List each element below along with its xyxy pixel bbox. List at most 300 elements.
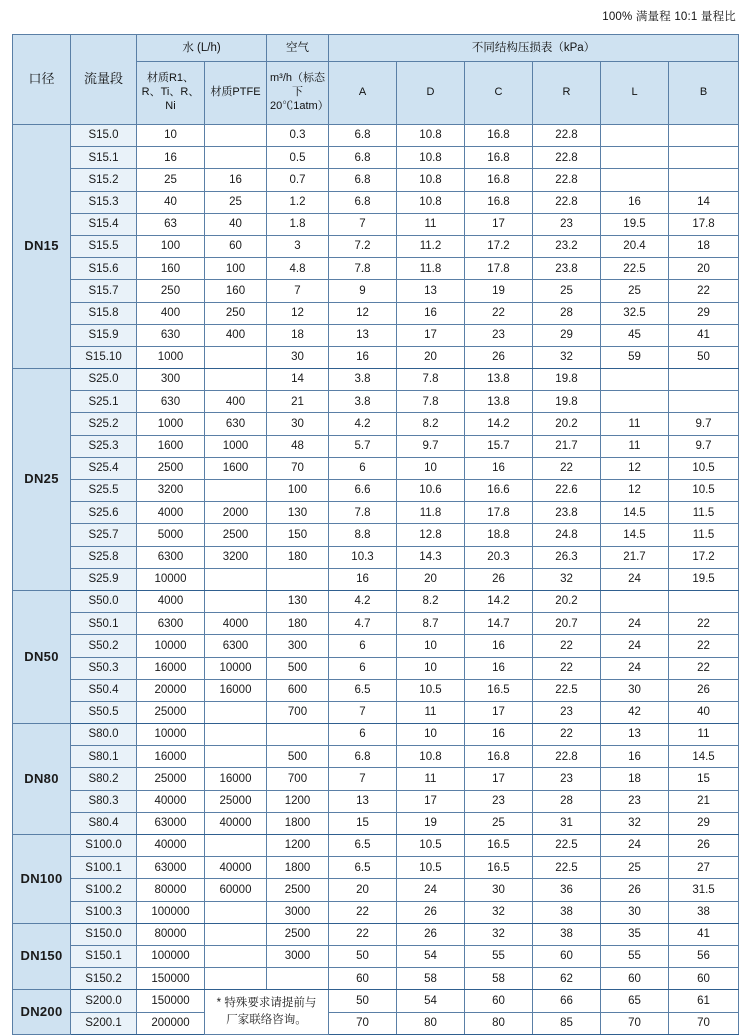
cell-pressure-r: 28 <box>533 302 601 324</box>
cell-water-ptfe: 2000 <box>205 502 267 524</box>
cell-pressure-b: 27 <box>669 857 739 879</box>
cell-flow-segment: S15.1 <box>71 147 137 169</box>
cell-diameter-dn15: DN15 <box>13 125 71 369</box>
cell-pressure-b: 22 <box>669 613 739 635</box>
table-row <box>13 857 739 879</box>
cell-water-ptfe: 60 <box>205 235 267 257</box>
cell-pressure-b <box>669 590 739 612</box>
cell-pressure-r: 32 <box>533 346 601 368</box>
cell-pressure-d: 54 <box>397 990 465 1012</box>
cell-pressure-r: 38 <box>533 901 601 923</box>
cell-water-ptfe <box>205 701 267 723</box>
cell-pressure-r: 22.8 <box>533 169 601 191</box>
cell-pressure-a: 6.8 <box>329 746 397 768</box>
cell-water-r1: 40000 <box>137 835 205 857</box>
cell-pressure-a: 6.6 <box>329 480 397 502</box>
cell-pressure-c: 14.2 <box>465 413 533 435</box>
cell-pressure-l: 24 <box>601 568 669 590</box>
cell-pressure-c: 16.5 <box>465 679 533 701</box>
header-col-b: B <box>669 62 739 125</box>
cell-pressure-l: 30 <box>601 679 669 701</box>
cell-pressure-r: 85 <box>533 1012 601 1034</box>
cell-water-ptfe: 25 <box>205 191 267 213</box>
cell-pressure-c: 17 <box>465 701 533 723</box>
cell-pressure-r: 29 <box>533 324 601 346</box>
header-col-r: R <box>533 62 601 125</box>
cell-pressure-r: 66 <box>533 990 601 1012</box>
cell-water-r1: 63000 <box>137 812 205 834</box>
cell-water-ptfe <box>205 346 267 368</box>
cell-water-r1: 5000 <box>137 524 205 546</box>
cell-pressure-a: 4.2 <box>329 413 397 435</box>
cell-water-ptfe <box>205 590 267 612</box>
cell-pressure-d: 11.8 <box>397 502 465 524</box>
cell-water-ptfe: 250 <box>205 302 267 324</box>
cell-pressure-b: 38 <box>669 901 739 923</box>
table-row <box>13 701 739 723</box>
cell-flow-segment: S80.1 <box>71 746 137 768</box>
cell-pressure-a: 4.2 <box>329 590 397 612</box>
table-row <box>13 524 739 546</box>
cell-water-r1: 16000 <box>137 746 205 768</box>
cell-pressure-d: 24 <box>397 879 465 901</box>
cell-air: 18 <box>267 324 329 346</box>
cell-pressure-d: 10 <box>397 457 465 479</box>
cell-water-ptfe: 25000 <box>205 790 267 812</box>
table-row <box>13 413 739 435</box>
cell-pressure-c: 32 <box>465 923 533 945</box>
cell-pressure-d: 11 <box>397 213 465 235</box>
cell-pressure-a: 7 <box>329 213 397 235</box>
cell-pressure-c: 14.2 <box>465 590 533 612</box>
cell-pressure-d: 10.8 <box>397 147 465 169</box>
cell-pressure-c: 16 <box>465 657 533 679</box>
cell-pressure-l: 16 <box>601 191 669 213</box>
table-row <box>13 280 739 302</box>
cell-diameter-dn100: DN100 <box>13 835 71 924</box>
cell-pressure-d: 12.8 <box>397 524 465 546</box>
table-row <box>13 324 739 346</box>
cell-pressure-l: 14.5 <box>601 524 669 546</box>
cell-pressure-c: 17 <box>465 213 533 235</box>
cell-air: 0.3 <box>267 125 329 147</box>
cell-water-ptfe <box>205 147 267 169</box>
cell-pressure-b: 17.2 <box>669 546 739 568</box>
table-row <box>13 546 739 568</box>
cell-pressure-a: 7 <box>329 701 397 723</box>
cell-water-r1: 16000 <box>137 657 205 679</box>
cell-pressure-l <box>601 125 669 147</box>
cell-pressure-a: 6.5 <box>329 679 397 701</box>
cell-air: 2500 <box>267 923 329 945</box>
table-row <box>13 302 739 324</box>
cell-pressure-b: 19.5 <box>669 568 739 590</box>
cell-water-r1: 40000 <box>137 790 205 812</box>
cell-pressure-b: 41 <box>669 324 739 346</box>
cell-pressure-b: 11.5 <box>669 502 739 524</box>
cell-pressure-d: 10.5 <box>397 857 465 879</box>
cell-pressure-d: 11 <box>397 701 465 723</box>
cell-pressure-l <box>601 391 669 413</box>
cell-flow-segment: S15.7 <box>71 280 137 302</box>
cell-water-r1: 10000 <box>137 635 205 657</box>
cell-pressure-a: 6.8 <box>329 147 397 169</box>
cell-pressure-l: 26 <box>601 879 669 901</box>
cell-pressure-d: 10.8 <box>397 746 465 768</box>
table-row <box>13 235 739 257</box>
cell-flow-segment: S15.10 <box>71 346 137 368</box>
cell-air: 180 <box>267 613 329 635</box>
cell-pressure-c: 60 <box>465 990 533 1012</box>
cell-pressure-c: 25 <box>465 812 533 834</box>
cell-pressure-r: 31 <box>533 812 601 834</box>
cell-pressure-r: 25 <box>533 280 601 302</box>
table-row <box>13 590 739 612</box>
cell-pressure-b <box>669 147 739 169</box>
cell-flow-segment: S80.3 <box>71 790 137 812</box>
cell-pressure-c: 32 <box>465 901 533 923</box>
cell-pressure-l: 24 <box>601 635 669 657</box>
cell-diameter-dn150: DN150 <box>13 923 71 990</box>
cell-pressure-r: 20.7 <box>533 613 601 635</box>
cell-water-ptfe: 6300 <box>205 635 267 657</box>
cell-pressure-b: 50 <box>669 346 739 368</box>
table-row <box>13 790 739 812</box>
cell-pressure-b: 14 <box>669 191 739 213</box>
cell-pressure-c: 16.6 <box>465 480 533 502</box>
cell-pressure-c: 20.3 <box>465 546 533 568</box>
cell-air: 1.8 <box>267 213 329 235</box>
cell-pressure-r: 23 <box>533 701 601 723</box>
cell-pressure-c: 16.5 <box>465 835 533 857</box>
cell-pressure-d: 10.6 <box>397 480 465 502</box>
cell-pressure-r: 22 <box>533 457 601 479</box>
cell-pressure-r: 22.5 <box>533 679 601 701</box>
cell-pressure-b: 22 <box>669 635 739 657</box>
cell-pressure-l: 12 <box>601 480 669 502</box>
cell-pressure-a: 3.8 <box>329 391 397 413</box>
cell-air: 0.5 <box>267 147 329 169</box>
cell-pressure-a: 5.7 <box>329 435 397 457</box>
cell-pressure-a: 7 <box>329 768 397 790</box>
cell-air <box>267 968 329 990</box>
cell-pressure-b: 11 <box>669 724 739 746</box>
cell-pressure-c: 13.8 <box>465 369 533 391</box>
cell-pressure-b: 29 <box>669 812 739 834</box>
cell-pressure-d: 11.8 <box>397 258 465 280</box>
cell-pressure-d: 7.8 <box>397 369 465 391</box>
cell-water-ptfe: 400 <box>205 324 267 346</box>
cell-pressure-d: 26 <box>397 923 465 945</box>
table-row <box>13 635 739 657</box>
cell-pressure-b: 22 <box>669 657 739 679</box>
cell-water-ptfe <box>205 480 267 502</box>
cell-flow-segment: S15.4 <box>71 213 137 235</box>
cell-water-ptfe <box>205 568 267 590</box>
cell-flow-segment: S15.8 <box>71 302 137 324</box>
cell-pressure-r: 24.8 <box>533 524 601 546</box>
cell-water-ptfe <box>205 125 267 147</box>
header-flow-segment: 流量段 <box>71 35 137 125</box>
flow-specification-table <box>12 34 739 1035</box>
cell-pressure-d: 80 <box>397 1012 465 1034</box>
cell-water-r1: 40 <box>137 191 205 213</box>
cell-water-ptfe: 1600 <box>205 457 267 479</box>
cell-water-r1: 6300 <box>137 613 205 635</box>
cell-water-r1: 3200 <box>137 480 205 502</box>
cell-pressure-c: 15.7 <box>465 435 533 457</box>
cell-pressure-d: 7.8 <box>397 391 465 413</box>
cell-flow-segment: S50.1 <box>71 613 137 635</box>
cell-water-r1: 630 <box>137 324 205 346</box>
cell-water-ptfe: 16 <box>205 169 267 191</box>
cell-water-r1: 20000 <box>137 679 205 701</box>
cell-pressure-a: 60 <box>329 968 397 990</box>
cell-air: 12 <box>267 302 329 324</box>
cell-pressure-l: 20.4 <box>601 235 669 257</box>
cell-pressure-a: 16 <box>329 346 397 368</box>
cell-pressure-c: 58 <box>465 968 533 990</box>
table-row <box>13 923 739 945</box>
cell-pressure-r: 20.2 <box>533 590 601 612</box>
cell-air: 1800 <box>267 812 329 834</box>
cell-air: 600 <box>267 679 329 701</box>
cell-pressure-a: 10.3 <box>329 546 397 568</box>
cell-pressure-a: 8.8 <box>329 524 397 546</box>
cell-pressure-c: 16.8 <box>465 746 533 768</box>
cell-water-ptfe: 40000 <box>205 812 267 834</box>
cell-pressure-b: 40 <box>669 701 739 723</box>
cell-water-ptfe: 2500 <box>205 524 267 546</box>
cell-pressure-l: 21.7 <box>601 546 669 568</box>
cell-pressure-d: 10 <box>397 724 465 746</box>
cell-air: 3 <box>267 235 329 257</box>
cell-pressure-c: 13.8 <box>465 391 533 413</box>
cell-water-r1: 100 <box>137 235 205 257</box>
cell-pressure-c: 16.8 <box>465 191 533 213</box>
cell-water-r1: 10 <box>137 125 205 147</box>
cell-flow-segment: S100.0 <box>71 835 137 857</box>
cell-pressure-d: 10 <box>397 657 465 679</box>
cell-water-ptfe <box>205 923 267 945</box>
cell-air: 500 <box>267 657 329 679</box>
cell-pressure-a: 7.2 <box>329 235 397 257</box>
cell-pressure-d: 26 <box>397 901 465 923</box>
cell-air: 100 <box>267 480 329 502</box>
cell-pressure-d: 17 <box>397 324 465 346</box>
cell-flow-segment: S200.0 <box>71 990 137 1012</box>
cell-diameter-dn200: DN200 <box>13 990 71 1034</box>
cell-pressure-l: 18 <box>601 768 669 790</box>
cell-pressure-l: 30 <box>601 901 669 923</box>
cell-flow-segment: S80.4 <box>71 812 137 834</box>
cell-pressure-b: 29 <box>669 302 739 324</box>
cell-pressure-d: 58 <box>397 968 465 990</box>
header-material-r1: 材质R1、R、Ti、R、Ni <box>137 62 205 125</box>
cell-air: 0.7 <box>267 169 329 191</box>
cell-pressure-r: 26.3 <box>533 546 601 568</box>
cell-pressure-l: 25 <box>601 857 669 879</box>
cell-pressure-b: 14.5 <box>669 746 739 768</box>
cell-pressure-d: 10.5 <box>397 679 465 701</box>
cell-pressure-r: 22.6 <box>533 480 601 502</box>
cell-pressure-d: 19 <box>397 812 465 834</box>
cell-pressure-r: 22 <box>533 635 601 657</box>
footnote-text: * 特殊要求请提前与厂家联络咨询。 <box>216 996 317 1026</box>
cell-water-ptfe: 1000 <box>205 435 267 457</box>
cell-water-ptfe <box>205 968 267 990</box>
cell-water-r1: 16 <box>137 147 205 169</box>
cell-pressure-d: 11.2 <box>397 235 465 257</box>
table-row <box>13 369 739 391</box>
table-row <box>13 657 739 679</box>
cell-water-ptfe: 16000 <box>205 679 267 701</box>
cell-pressure-l <box>601 147 669 169</box>
header-group-air: 空气 <box>267 35 329 62</box>
cell-pressure-l: 22.5 <box>601 258 669 280</box>
cell-water-r1: 10000 <box>137 724 205 746</box>
cell-air <box>267 568 329 590</box>
header-col-l: L <box>601 62 669 125</box>
cell-pressure-b: 70 <box>669 1012 739 1034</box>
cell-pressure-l <box>601 369 669 391</box>
cell-pressure-l: 45 <box>601 324 669 346</box>
cell-water-r1: 160 <box>137 258 205 280</box>
cell-flow-segment: S80.2 <box>71 768 137 790</box>
cell-pressure-b: 20 <box>669 258 739 280</box>
cell-flow-segment: S25.6 <box>71 502 137 524</box>
cell-pressure-a: 20 <box>329 879 397 901</box>
cell-water-r1: 1000 <box>137 413 205 435</box>
cell-water-ptfe: 10000 <box>205 657 267 679</box>
cell-flow-segment: S15.9 <box>71 324 137 346</box>
cell-pressure-l: 11 <box>601 435 669 457</box>
cell-flow-segment: S25.7 <box>71 524 137 546</box>
cell-pressure-c: 16.8 <box>465 169 533 191</box>
cell-pressure-a: 4.7 <box>329 613 397 635</box>
table-row <box>13 835 739 857</box>
cell-water-ptfe: 160 <box>205 280 267 302</box>
cell-flow-segment: S80.0 <box>71 724 137 746</box>
cell-pressure-a: 15 <box>329 812 397 834</box>
cell-pressure-r: 22 <box>533 657 601 679</box>
cell-pressure-r: 22.8 <box>533 125 601 147</box>
cell-pressure-r: 38 <box>533 923 601 945</box>
cell-air: 21 <box>267 391 329 413</box>
cell-flow-segment: S50.3 <box>71 657 137 679</box>
table-row <box>13 968 739 990</box>
cell-air: 180 <box>267 546 329 568</box>
cell-pressure-d: 11 <box>397 768 465 790</box>
table-row <box>13 945 739 967</box>
cell-air: 1.2 <box>267 191 329 213</box>
cell-pressure-b <box>669 369 739 391</box>
cell-pressure-b: 21 <box>669 790 739 812</box>
cell-air: 1800 <box>267 857 329 879</box>
cell-flow-segment: S50.4 <box>71 679 137 701</box>
cell-flow-segment: S50.0 <box>71 590 137 612</box>
table-row <box>13 613 739 635</box>
cell-pressure-b <box>669 169 739 191</box>
cell-pressure-c: 19 <box>465 280 533 302</box>
cell-pressure-d: 13 <box>397 280 465 302</box>
header-group-pressure-loss: 不同结构压损表（kPa） <box>329 35 739 62</box>
cell-pressure-l: 13 <box>601 724 669 746</box>
cell-pressure-b: 10.5 <box>669 480 739 502</box>
cell-air: 4.8 <box>267 258 329 280</box>
cell-pressure-l <box>601 590 669 612</box>
cell-pressure-c: 18.8 <box>465 524 533 546</box>
cell-pressure-c: 16.8 <box>465 147 533 169</box>
cell-air: 700 <box>267 701 329 723</box>
cell-pressure-r: 22.8 <box>533 746 601 768</box>
cell-flow-segment: S25.8 <box>71 546 137 568</box>
cell-pressure-l: 19.5 <box>601 213 669 235</box>
cell-water-r1: 25000 <box>137 768 205 790</box>
cell-water-ptfe: 40 <box>205 213 267 235</box>
cell-water-ptfe: 60000 <box>205 879 267 901</box>
table-row <box>13 812 739 834</box>
cell-flow-segment: S150.0 <box>71 923 137 945</box>
cell-air: 500 <box>267 746 329 768</box>
cell-pressure-c: 17.2 <box>465 235 533 257</box>
cell-water-ptfe: 40000 <box>205 857 267 879</box>
cell-pressure-a: 12 <box>329 302 397 324</box>
cell-pressure-c: 16 <box>465 457 533 479</box>
cell-flow-segment: S25.1 <box>71 391 137 413</box>
cell-water-ptfe <box>205 901 267 923</box>
cell-pressure-b: 17.8 <box>669 213 739 235</box>
table-row <box>13 125 739 147</box>
cell-pressure-a: 7.8 <box>329 258 397 280</box>
table-row <box>13 990 739 1012</box>
cell-water-ptfe: 630 <box>205 413 267 435</box>
cell-pressure-r: 23 <box>533 213 601 235</box>
cell-pressure-d: 8.2 <box>397 590 465 612</box>
cell-pressure-r: 21.7 <box>533 435 601 457</box>
cell-pressure-a: 22 <box>329 901 397 923</box>
cell-pressure-c: 16 <box>465 635 533 657</box>
cell-diameter-dn50: DN50 <box>13 590 71 723</box>
cell-water-r1: 2500 <box>137 457 205 479</box>
cell-flow-segment: S25.0 <box>71 369 137 391</box>
cell-water-r1: 200000 <box>137 1012 205 1034</box>
table-header <box>13 35 739 125</box>
cell-flow-segment: S25.3 <box>71 435 137 457</box>
cell-air: 2500 <box>267 879 329 901</box>
cell-air: 7 <box>267 280 329 302</box>
cell-pressure-a: 50 <box>329 990 397 1012</box>
cell-pressure-c: 26 <box>465 346 533 368</box>
cell-pressure-b: 15 <box>669 768 739 790</box>
cell-pressure-b: 22 <box>669 280 739 302</box>
cell-pressure-d: 8.7 <box>397 613 465 635</box>
cell-pressure-d: 14.3 <box>397 546 465 568</box>
cell-pressure-a: 50 <box>329 945 397 967</box>
cell-pressure-r: 23 <box>533 768 601 790</box>
cell-pressure-b: 18 <box>669 235 739 257</box>
cell-water-r1: 25000 <box>137 701 205 723</box>
cell-water-r1: 150000 <box>137 990 205 1012</box>
cell-pressure-c: 30 <box>465 879 533 901</box>
header-group-water: 水 (L/h) <box>137 35 267 62</box>
cell-pressure-d: 10.8 <box>397 169 465 191</box>
cell-pressure-a: 9 <box>329 280 397 302</box>
cell-pressure-a: 6.5 <box>329 835 397 857</box>
cell-pressure-b: 56 <box>669 945 739 967</box>
cell-pressure-b: 9.7 <box>669 413 739 435</box>
cell-flow-segment: S15.3 <box>71 191 137 213</box>
